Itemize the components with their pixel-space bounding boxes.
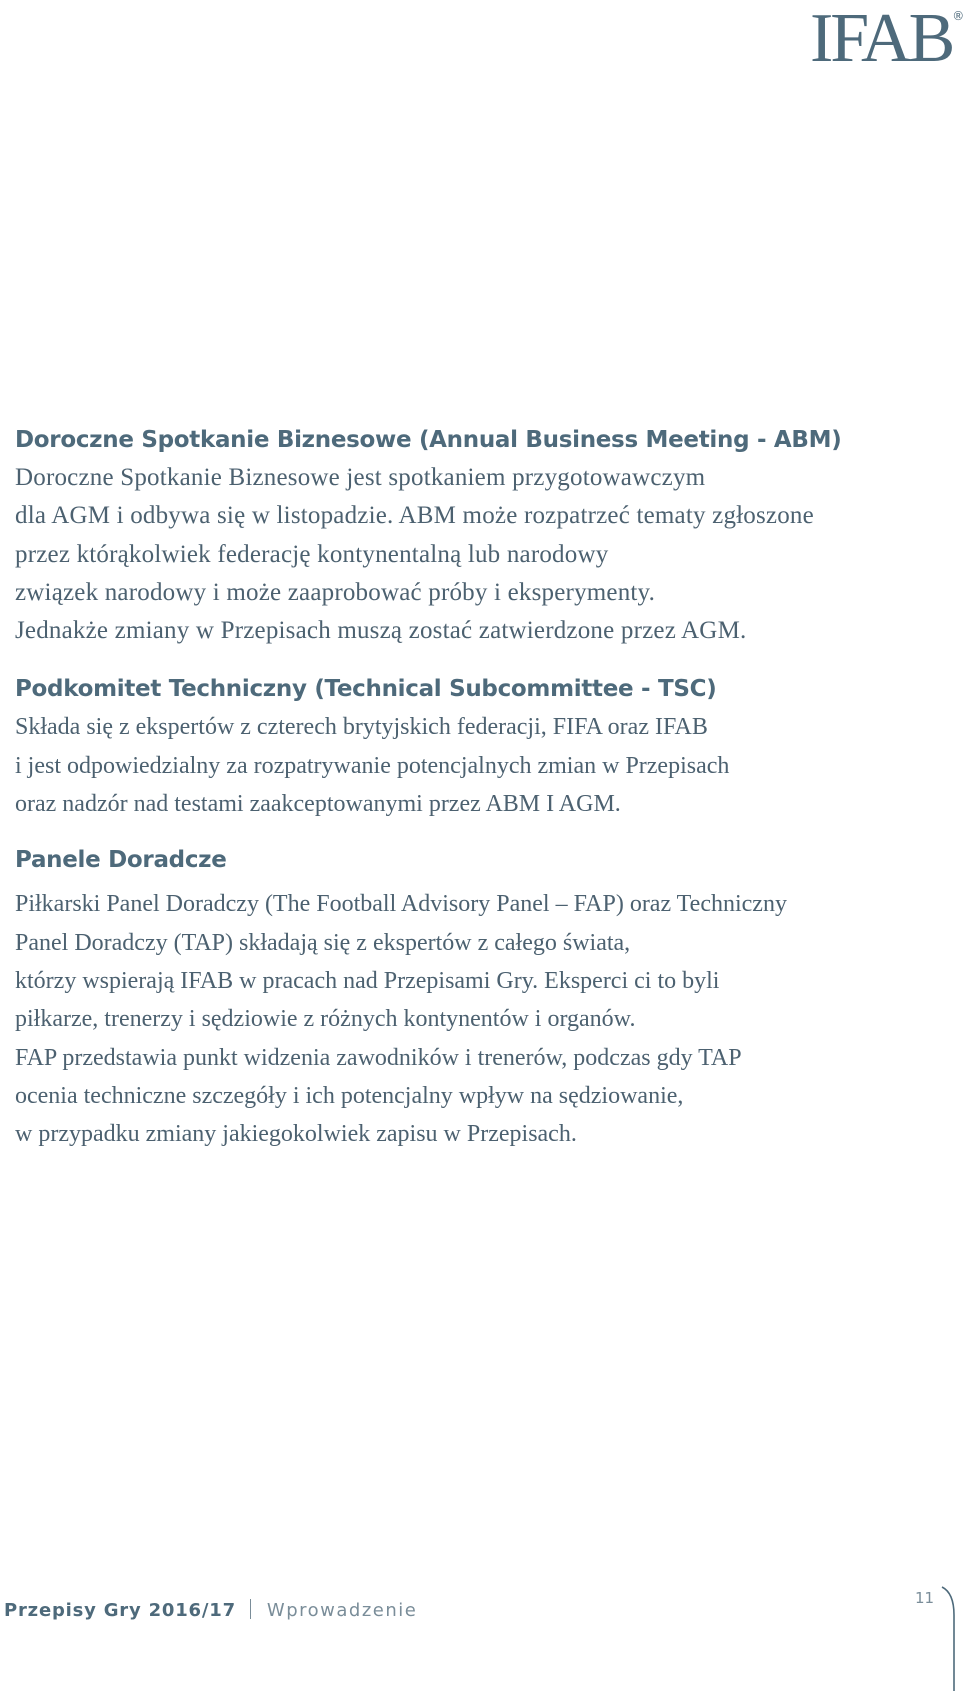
paragraph-line: piłkarze, trenerzy i sędziowie z różnych kontynentów i organów. bbox=[15, 1006, 636, 1033]
footer-divider bbox=[250, 1599, 251, 1619]
section-heading: Podkomitet Techniczny (Technical Subcommittee - TSC) bbox=[15, 676, 717, 703]
ifab-logo bbox=[810, 0, 964, 77]
paragraph-line: Doroczne Spotkanie Biznesowe jest spotkaniem przygotowawczym bbox=[15, 464, 706, 491]
section-abm bbox=[15, 421, 945, 650]
logo-text: IFAB bbox=[810, 0, 953, 77]
footer-section: Wprowadzenie bbox=[266, 1600, 418, 1621]
paragraph-line: związek narodowy i może zaaprobować próby i eksperymenty. bbox=[15, 578, 656, 606]
paragraph-line: Panel Doradczy (TAP) składają się z ekspertów z całego świata, bbox=[15, 929, 631, 956]
paragraph-line: Piłkarski Panel Doradczy (The Football Advisory Panel – FAP) oraz Techniczny bbox=[15, 891, 787, 918]
page-content bbox=[15, 421, 945, 1153]
paragraph-line: FAP przedstawia punkt widzenia zawodników i trenerów, podczas gdy TAP bbox=[15, 1044, 742, 1071]
page-number: 11 bbox=[915, 1589, 935, 1607]
page-corner-curve bbox=[940, 1585, 958, 1693]
section-heading: Panele Doradcze bbox=[15, 847, 227, 874]
registered-mark: ® bbox=[952, 9, 964, 23]
paragraph-line: przez którąkolwiek federację kontynentalną lub narodowy bbox=[15, 540, 609, 568]
footer-title: Przepisy Gry 2016/17 bbox=[4, 1600, 236, 1621]
paragraph-line: ocenia techniczne szczegóły i ich potencjalny wpływ na sędziowanie, bbox=[15, 1082, 684, 1109]
paragraph-line: dla AGM i odbywa się w listopadzie. ABM może rozpatrzeć tematy zgłoszone bbox=[15, 502, 814, 530]
section-heading: Doroczne Spotkanie Biznesowe (Annual Business Meeting - ABM) bbox=[15, 427, 842, 453]
paragraph-line: oraz nadzór nad testami zaakceptowanymi przez ABM I AGM. bbox=[15, 791, 621, 818]
paragraph-line: w przypadku zmiany jakiegokolwiek zapisu w Przepisach. bbox=[15, 1121, 577, 1148]
paragraph-line: Składa się z ekspertów z czterech brytyjskich federacji, FIFA oraz IFAB bbox=[15, 714, 708, 741]
paragraph-line: Jednakże zmiany w Przepisach muszą zostać zatwierdzone przez AGM. bbox=[15, 617, 747, 645]
paragraph-line: i jest odpowiedzialny za rozpatrywanie potencjalnych zmian w Przepisach bbox=[15, 752, 730, 779]
section-panels bbox=[15, 841, 945, 1153]
section-tsc bbox=[15, 670, 945, 823]
page-footer bbox=[4, 1599, 417, 1621]
paragraph-line: którzy wspierają IFAB w pracach nad Przepisami Gry. Eksperci ci to byli bbox=[15, 967, 720, 994]
